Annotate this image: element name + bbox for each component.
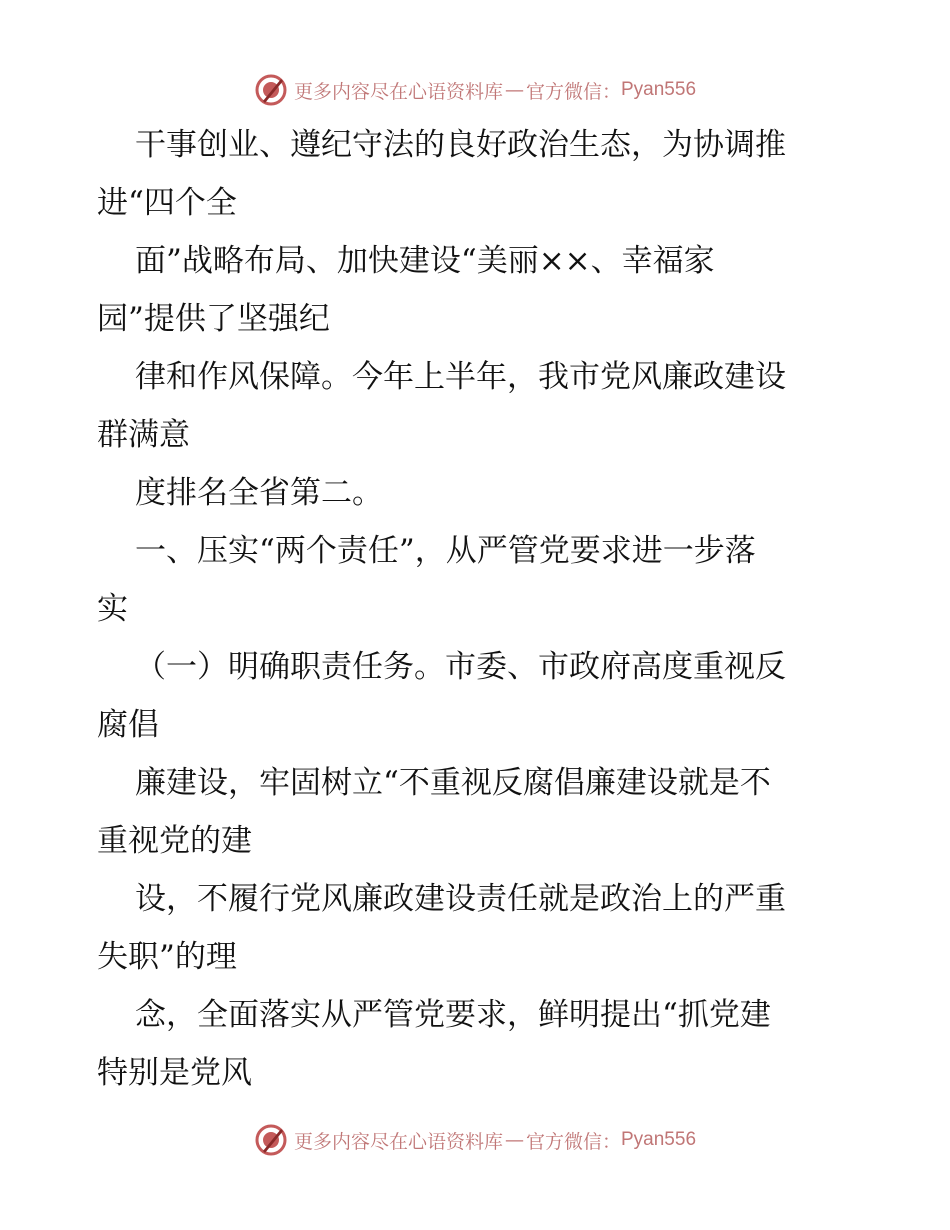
section-heading-line: 一、压实“两个责任”，从严管党要求进一步落	[135, 533, 756, 569]
watermark-wechat-id: Pyan556	[621, 1129, 697, 1150]
body-line: 设，不履行党风廉政建设责任就是政治上的严重	[135, 881, 786, 917]
body-line: 腐倡	[97, 707, 159, 743]
footer-watermark	[0, 1120, 950, 1160]
watermark-dash: —	[504, 1129, 524, 1151]
body-line: 园”提供了坚强纪	[97, 301, 330, 337]
body-line: 干事创业、遵纪守法的良好政治生态，为协调推	[135, 127, 786, 163]
body-line: 失职”的理	[97, 939, 237, 975]
body-line: 念，全面落实从严管党要求，鲜明提出“抓党建	[135, 997, 771, 1033]
body-line: 重视党的建	[97, 823, 252, 859]
body-line: 群满意	[97, 417, 190, 453]
pen-seal-icon	[254, 1123, 288, 1157]
header-watermark	[0, 70, 950, 110]
watermark-dash: —	[504, 79, 524, 101]
subsection-line: （一）明确职责任务。市委、市政府高度重视反	[135, 649, 786, 685]
body-line: 进“四个全	[97, 185, 237, 221]
watermark-wechat-id: Pyan556	[621, 79, 697, 100]
body-line: 廉建设，牢固树立“不重视反腐倡廉建设就是不	[135, 765, 771, 801]
body-line: 面”战略布局、加快建设“美丽××、幸福家	[135, 243, 715, 279]
body-line: 度排名全省第二。	[135, 475, 383, 511]
pen-seal-icon	[254, 73, 288, 107]
body-line: 特别是党风	[97, 1055, 252, 1091]
watermark-wechat-label: 官方微信：	[525, 80, 621, 103]
section-heading-line: 实	[97, 591, 128, 627]
watermark-site-text: 更多内容尽在心语资料库	[293, 1130, 503, 1153]
watermark-wechat-label: 官方微信：	[525, 1130, 621, 1153]
watermark-site-text: 更多内容尽在心语资料库	[293, 80, 503, 103]
body-line: 律和作风保障。今年上半年，我市党风廉政建设	[135, 359, 786, 395]
document-body	[97, 116, 857, 1102]
